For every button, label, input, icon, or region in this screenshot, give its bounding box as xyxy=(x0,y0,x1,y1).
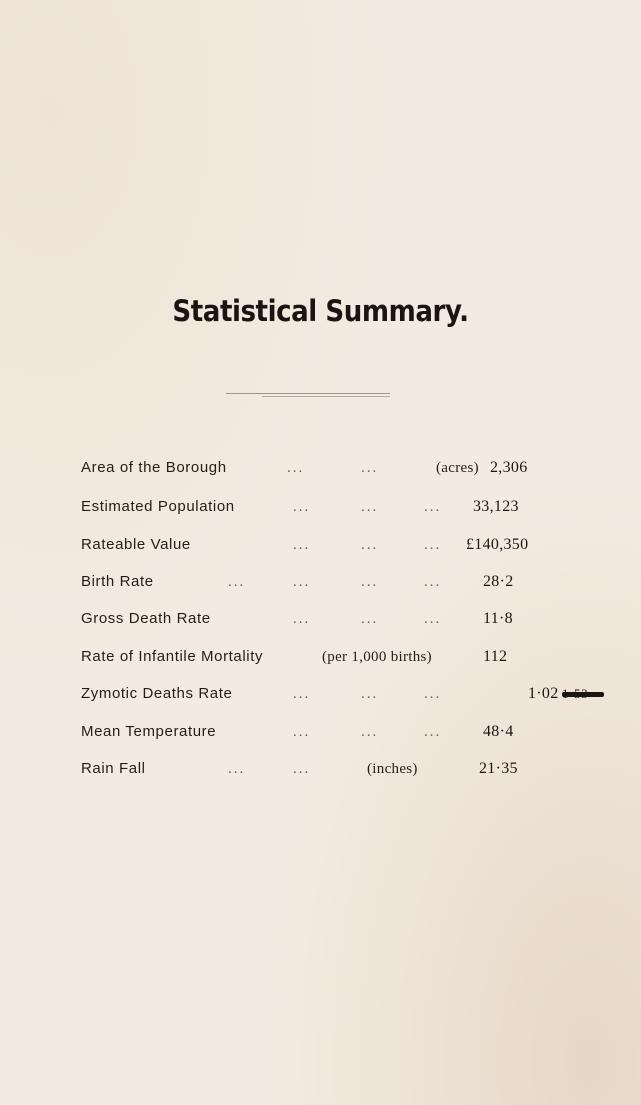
row-rateable-value xyxy=(81,533,601,557)
leader-dots: ... xyxy=(361,724,379,740)
row-area-of-borough xyxy=(81,456,601,480)
row-label: Estimated Population xyxy=(81,498,235,515)
leader-dots: ... xyxy=(361,499,379,515)
leader-dots: ... xyxy=(361,537,379,553)
row-mean-temperature xyxy=(81,720,601,744)
rule-line-top xyxy=(226,393,390,394)
leader-dots: ... xyxy=(228,761,246,777)
leader-dots: ... xyxy=(293,761,311,777)
strike-through-mark xyxy=(562,692,604,697)
leader-dots: ... xyxy=(361,460,379,476)
row-value: 11·8 xyxy=(483,610,513,627)
row-value: 28·2 xyxy=(483,573,514,590)
row-label: Area of the Borough xyxy=(81,459,227,476)
leader-dots: ... xyxy=(424,611,442,627)
row-birth-rate xyxy=(81,570,601,594)
row-infantile-mortality xyxy=(81,645,601,669)
row-value: 48·4 xyxy=(483,723,514,740)
row-value: 1·02 xyxy=(528,685,559,702)
row-value: 33,123 xyxy=(473,498,519,515)
row-value: 112 xyxy=(483,648,508,665)
leader-dots: ... xyxy=(293,537,311,553)
row-label: Rateable Value xyxy=(81,536,191,553)
leader-dots: ... xyxy=(293,686,311,702)
leader-dots: ... xyxy=(293,724,311,740)
decorative-rule xyxy=(226,393,390,397)
struck-out-value xyxy=(562,688,604,700)
leader-dots: ... xyxy=(424,499,442,515)
row-label: Rate of Infantile Mortality xyxy=(81,648,264,665)
row-unit: (acres) xyxy=(436,460,479,476)
leader-dots: ... xyxy=(293,499,311,515)
leader-dots: ... xyxy=(424,574,442,590)
leader-dots: ... xyxy=(424,724,442,740)
row-unit: (per 1,000 births) xyxy=(322,649,432,665)
row-unit: (inches) xyxy=(367,761,418,777)
row-label: Gross Death Rate xyxy=(81,610,211,627)
row-value: £140,350 xyxy=(466,536,529,553)
row-gross-death-rate xyxy=(81,607,601,631)
row-rain-fall xyxy=(81,757,601,781)
row-value: 2,306 xyxy=(490,459,528,476)
leader-dots: ... xyxy=(424,686,442,702)
leader-dots: ... xyxy=(361,574,379,590)
page-title: Statistical Summary. xyxy=(172,294,469,328)
row-zymotic-deaths-rate xyxy=(81,682,601,706)
leader-dots: ... xyxy=(361,686,379,702)
leader-dots: ... xyxy=(228,574,246,590)
row-label: Zymotic Deaths Rate xyxy=(81,685,233,702)
row-estimated-population xyxy=(81,495,601,519)
leader-dots: ... xyxy=(361,611,379,627)
rule-line-bottom xyxy=(262,396,390,397)
leader-dots: ... xyxy=(293,611,311,627)
row-label: Mean Temperature xyxy=(81,723,217,740)
row-label: Birth Rate xyxy=(81,573,154,590)
leader-dots: ... xyxy=(293,574,311,590)
row-label: Rain Fall xyxy=(81,760,146,777)
leader-dots: ... xyxy=(287,460,305,476)
leader-dots: ... xyxy=(424,537,442,553)
row-value: 21·35 xyxy=(479,760,518,777)
